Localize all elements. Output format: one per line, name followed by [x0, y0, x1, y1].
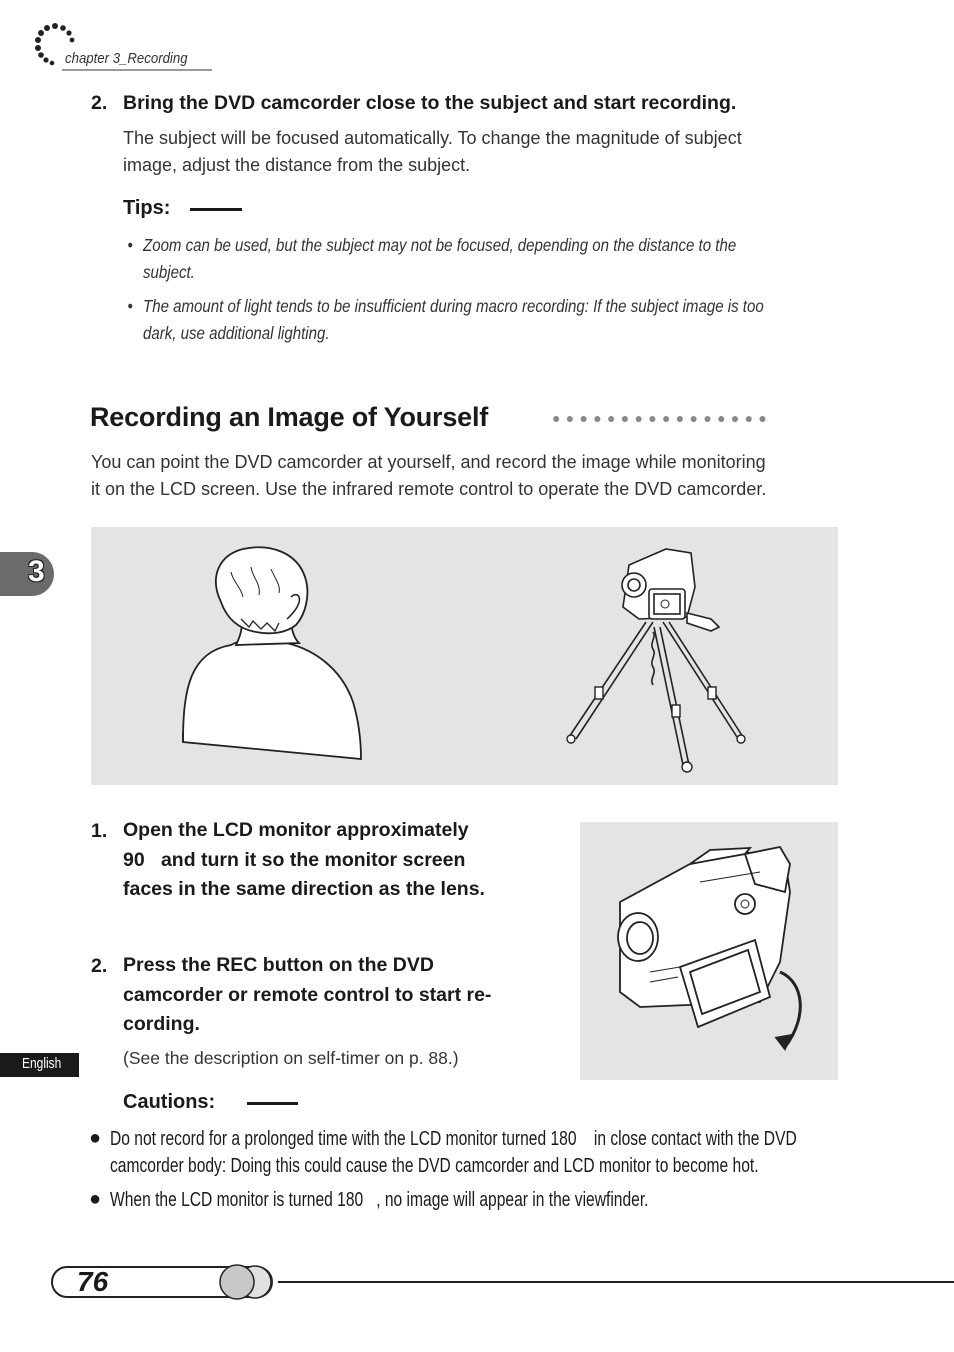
language-label: English — [22, 1055, 62, 1072]
tip-item — [127, 232, 737, 259]
step-number: 2. — [91, 92, 108, 114]
chapter-underline — [62, 69, 212, 71]
page-number-frame — [48, 1262, 954, 1302]
section-title: Recording an Image of Yourself — [90, 402, 489, 432]
tip-item — [127, 293, 764, 320]
title-dots: ●●●●●●●●●●●●●●●● — [552, 410, 773, 426]
chapter-tab — [0, 552, 54, 596]
step-body-line: The subject will be focused automatically. To change the magnitude of subject — [123, 128, 742, 148]
step-body-line: image, adjust the distance from the subject. — [123, 155, 471, 175]
bullet-icon: • — [127, 296, 133, 316]
self-recording-illustration — [91, 527, 838, 785]
person-and-tripod-drawing — [91, 527, 838, 785]
cautions-label: Cautions: — [123, 1091, 216, 1113]
step-number: 2. — [91, 955, 108, 977]
step-title: Bring the DVD camcorder close to the subject and start recording. — [123, 92, 737, 114]
caution-line: camcorder body: Doing this could cause the DVD camcorder and LCD monitor to become hot. — [110, 1155, 759, 1177]
step-line: cording. — [123, 1013, 200, 1035]
step-number: 1. — [91, 820, 108, 842]
tips-label: Tips: — [123, 197, 171, 219]
step-line: 90 and turn it so the monitor screen — [123, 849, 466, 871]
bullet-icon: • — [127, 235, 133, 255]
step-line: faces in the same direction as the lens. — [123, 878, 485, 900]
chapter-tab-number: 3 — [28, 555, 45, 588]
tip-line: subject. — [143, 262, 195, 282]
cautions-rule — [247, 1102, 298, 1105]
tips-rule — [190, 208, 242, 211]
section-intro-line: You can point the DVD camcorder at yourself, and record the image while monitoring — [91, 452, 766, 472]
step-line: Open the LCD monitor approximately — [123, 819, 469, 841]
step-line: Press the REC button on the DVD — [123, 954, 434, 976]
step-note: (See the description on self-timer on p. 88.) — [123, 1048, 459, 1068]
bullet-icon: ● — [89, 1188, 102, 1210]
camcorder-drawing — [580, 822, 838, 1080]
tip-line: The amount of light tends to be insufficient during macro recording: If the subject image is too — [143, 296, 764, 316]
page-number: 76 — [77, 1266, 109, 1297]
chapter-label: chapter 3_Recording — [65, 50, 188, 67]
section-intro-line: it on the LCD screen. Use the infrared remote control to operate the DVD camcorder. — [91, 479, 767, 499]
step-line: camcorder or remote control to start re- — [123, 984, 492, 1006]
bullet-icon: ● — [89, 1127, 102, 1149]
tip-line: dark, use additional lighting. — [143, 323, 330, 343]
tip-line: Zoom can be used, but the subject may not be focused, depending on the distance to the — [143, 235, 737, 255]
camcorder-lcd-illustration — [580, 822, 838, 1080]
caution-line: Do not record for a prolonged time with the LCD monitor turned 180 in close contact with the DVD — [110, 1128, 797, 1150]
caution-line: When the LCD monitor is turned 180 , no image will appear in the viewfinder. — [110, 1189, 649, 1211]
